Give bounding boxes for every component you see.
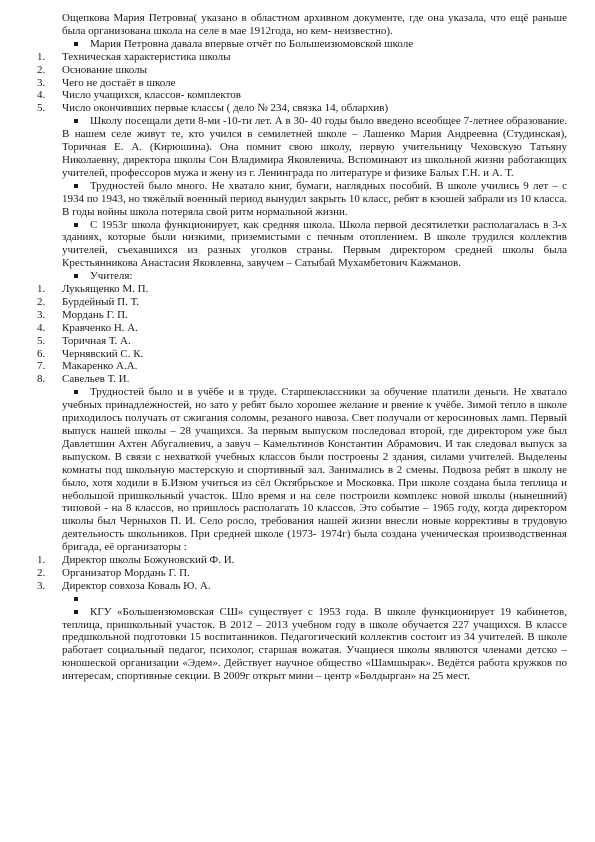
bullet-paragraph-first-report: [62, 38, 567, 51]
list-item: [37, 579, 567, 593]
list-number: 5.: [37, 102, 46, 115]
list-item-text: Техническая характеристика школы: [62, 50, 231, 63]
list-number: 3.: [37, 308, 46, 321]
list-item-text: Кравченко Н. А.: [62, 321, 138, 334]
paragraph-text: КГУ «Большеизюмовская СШ» существует с 1953 года. В школе функционирует 19 кабинетов, теплица, пришкольный участок. В 2012 – 2013 учебном году в школе обучается 227 учащихся. В классе предшкольной подготовки 15 воспитанников. Педагогический коллектив состоит из 34 учителей. В школе работает социальный педагог, психолог, старшая вожатая. Учащиеся школы являются членами детско – юношеской организации «Эдем». Действует научное общество «Шамшырак». Ведётся работа кружков по интересам, спортивные секции. В 2009г открыт мини – центр «Бөлдырган» на 25 мест.: [62, 605, 567, 683]
list-item-text: Директор совхоза Коваль Ю. А.: [62, 579, 211, 592]
bullet-paragraph-5: [62, 606, 567, 683]
list-number: 5.: [37, 334, 46, 347]
list-item: [37, 295, 567, 309]
list-item: [37, 554, 567, 567]
bullet-paragraph-1: [62, 115, 567, 180]
bullet-icon: [74, 390, 78, 394]
paragraph-text: Школу посещали дети 8-ми -10-ти лет. А в 30- 40 годы было введено всеобщее 7-летнее образование. В нашем селе живут те, кто учился в семилетней школе – Лашенко Мария Андреевна (Студинская), Торичная Е. А. (Кирюшина). Она помнит свою школу, первую учительницу Чеховскую Татьяну Николаевну, директора школы Сон Владимира Яковлевича. Вспоминают из школьной жизни работающих учителей, профессоров мужа и жену из г. Ленинграда по литературе и физике Балых Г.Н. и А. Т.: [62, 115, 567, 179]
list-number: 3.: [37, 76, 46, 89]
list-item-text: Бурдейный П. Т.: [62, 295, 139, 308]
list-number: 7.: [37, 360, 46, 373]
list-item-text: Организатор Мордань Г. П.: [62, 566, 190, 579]
list-item-text: Директор школы Божуновский Ф. И.: [62, 554, 235, 567]
bullet-paragraph-3: [62, 219, 567, 271]
list-item: [37, 308, 567, 322]
list-item-text: Основание школы: [62, 63, 148, 76]
report-items-list: [37, 50, 567, 116]
paragraph-text: С 1953г школа функционирует, как средняя школа. Школа первой десятилетки располагалась в 3-х зданиях, которые были низкими, приземистыми с печным отоплением. В школе трудился коллектив учителей, съехавшихся из разных уголков страны. Первым директором средней школы была Крестьянникова Анастасия Яковлевна, завучем – Сатыбай Мухамбетович Кажманов.: [62, 218, 567, 270]
list-number: 1.: [37, 50, 46, 63]
list-number: 1.: [37, 283, 46, 296]
list-number: 1.: [37, 554, 46, 567]
list-item: [37, 373, 567, 386]
list-item-text: Чего не достаёт в школе: [62, 76, 176, 89]
list-number: 6.: [37, 347, 46, 360]
list-item: [37, 283, 567, 296]
paragraph-text: Трудностей было и в учёбе и в труде. Старшеклассники за обучение платили деньги. Не хватало учебных принадлежностей, но зато у ребят было хорошее желание и рвение к учёбе. Зимой тепло в школе приходилось получать от сжигания соломы, резаного навоза. Свет получали от керосиновых ламп. Первый выпуск нашей школы – 28 учащихся. За первым выпуском последовал второй, где директором уже был Давлетшин Ахтен Абугалиевич, а завуч – Камельтинов Константин Абрамович. И так следовал выпуск за выпуском. В связи с нехваткой учебных классов были построены 2 здания, силами учителей. Выделены комнаты под школьную мастерскую и спортивный зал. Занимались в 2 смены. Подвоза ребят в школу не было, хотя ходили в Б.Изюм учиться из сёл Октябрьское и Московка. При школе создана была теплица и небольшой пришкольный участок. Шло время и на селе построили комплекс новой школы (нынешний) типовой - на 8 классов, но пришлось располагать 10 классов. Это событие – 1965 году, когда директором школы был Черныхов П. И. Село росло, требования нашей жизни внесли новые коррективы в трудовую деятельность школьников. При средней школе (1973- 1974г) была создана ученическая производственная бригада, её организаторы :: [62, 386, 567, 554]
list-item-text: Число окончивших первые классы ( дело № 234, связка 14, облархив): [62, 102, 389, 115]
list-item-text: Число учащихся, классов- комплектов: [62, 89, 241, 102]
list-number: 4.: [37, 89, 46, 102]
list-item: [37, 76, 567, 90]
list-item: [37, 347, 567, 361]
bullet-icon: [74, 597, 78, 601]
list-item: [37, 50, 567, 64]
bullet-icon: [74, 119, 78, 123]
list-number: 8.: [37, 373, 46, 386]
bullet-icon: [74, 184, 78, 188]
list-number: 3.: [37, 579, 46, 592]
teachers-heading: Учителя:: [90, 270, 133, 283]
bullet-paragraph-2: [62, 180, 567, 219]
bullet-paragraph-4: [62, 386, 567, 554]
bullet-icon: [74, 274, 78, 278]
first-report-text: Мария Петровна давала впервые отчёт по Большеизюмовской школе: [90, 37, 414, 50]
bullet-icon: [74, 42, 78, 46]
intro-paragraph: Ощепкова Мария Петровна( указано в областном архивном документе, где она указала, что ещё раньше была организована школа на селе в мае 1912года, но кем- неизвестно).: [62, 12, 567, 37]
paragraph-text: Трудностей было много. Не хватало книг, бумаги, наглядных пособий. В школе учились 9 лет – с 1934 по 1943, но тяжёлый военный период вынудил закрыть 10 класс, ребят в кэошей забрали из 10 класса. В годы войны школа потеряла свой ритм нормальной жизни.: [62, 179, 567, 218]
list-item: [37, 89, 567, 102]
list-item: [37, 566, 567, 580]
list-number: 2.: [37, 63, 46, 76]
document-page: [37, 12, 567, 683]
list-number: 2.: [37, 295, 46, 308]
bullet-icon: [74, 610, 78, 614]
list-number: 2.: [37, 566, 46, 579]
list-item-text: Макаренко А.А.: [62, 360, 138, 373]
teachers-list: [37, 283, 567, 386]
empty-bullet-line: [62, 593, 567, 606]
list-number: 4.: [37, 321, 46, 334]
list-item: [37, 63, 567, 77]
list-item-text: Торичная Т. А.: [62, 334, 131, 347]
list-item: [37, 321, 567, 335]
list-item-text: Чернявский С. К.: [62, 347, 144, 360]
organizers-list: [37, 554, 567, 593]
list-item: [37, 360, 567, 373]
bullet-teachers-heading: [62, 270, 567, 283]
bullet-icon: [74, 223, 78, 227]
list-item: [37, 102, 567, 115]
list-item: [37, 334, 567, 348]
list-item-text: Мордань Г. П.: [62, 308, 128, 321]
list-item-text: Савельев Т. И.: [62, 373, 130, 386]
list-item-text: Лукьященко М. П.: [62, 283, 149, 296]
